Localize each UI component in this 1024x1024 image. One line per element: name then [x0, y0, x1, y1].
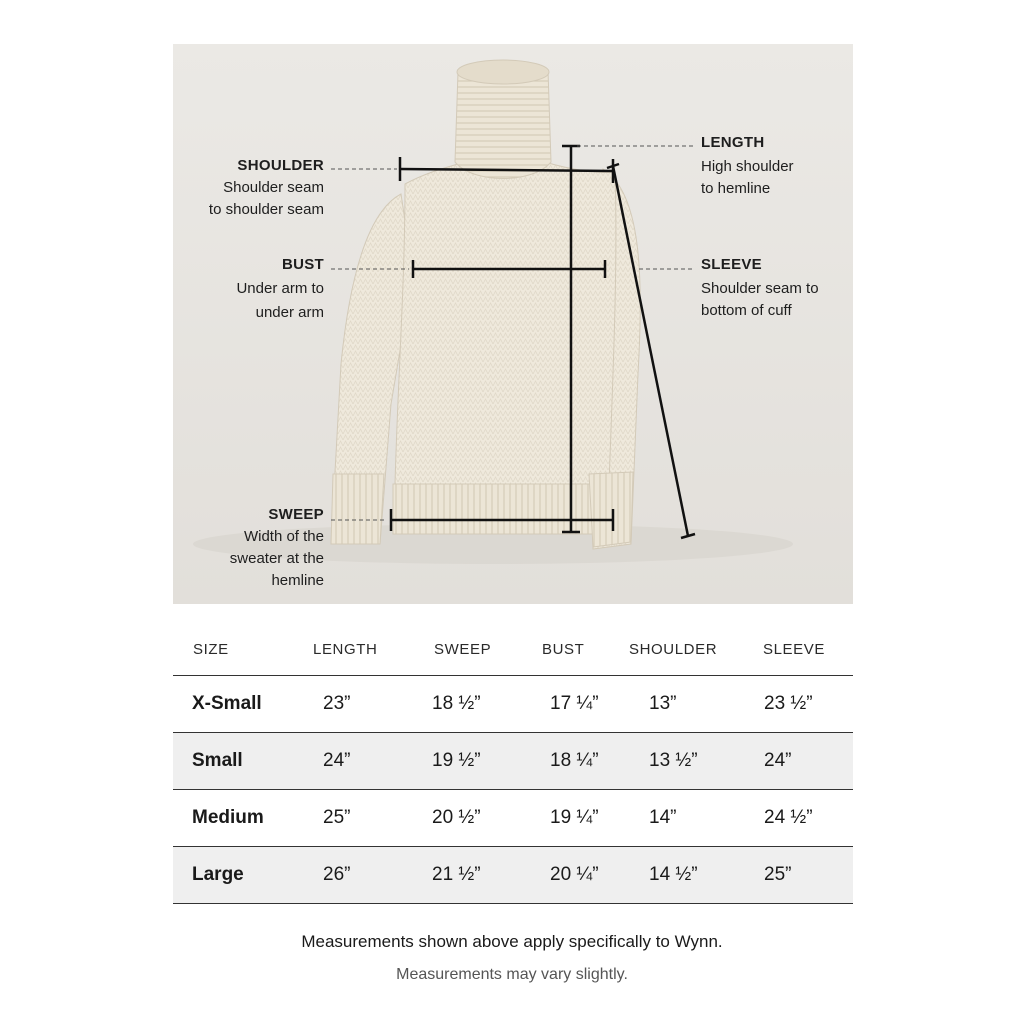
cell-shoulder: 14 ½” [649, 864, 698, 885]
table-row [173, 847, 853, 904]
label-shoulder-line2: to shoulder seam [208, 201, 324, 218]
header-size: SIZE [193, 641, 229, 658]
label-sweep [230, 504, 324, 592]
label-length-line1: High shoulder [701, 158, 794, 175]
label-sleeve-title: SLEEVE [701, 256, 762, 273]
size-chart-table [173, 620, 853, 904]
table-row [173, 676, 853, 733]
table-row [173, 790, 853, 847]
label-sleeve-line1: Shoulder seam to [701, 280, 819, 297]
cell-sweep: 18 ½” [432, 693, 481, 714]
cell-length: 26” [323, 864, 351, 885]
cell-sleeve: 23 ½” [764, 693, 813, 714]
cell-bust: 19 ¼” [550, 807, 599, 828]
garment-photo [173, 44, 853, 604]
label-bust-line1: Under arm to [236, 280, 324, 297]
label-sweep-line3: hemline [271, 572, 324, 589]
cell-length: 24” [323, 750, 351, 771]
header-sweep: SWEEP [434, 641, 492, 658]
label-bust-title: BUST [281, 256, 324, 273]
label-sleeve-line2: bottom of cuff [701, 302, 792, 319]
cell-sleeve: 25” [764, 864, 792, 885]
header-sleeve: SLEEVE [763, 641, 825, 658]
cell-bust: 20 ¼” [550, 864, 599, 885]
label-sleeve [701, 254, 819, 322]
cell-shoulder: 13 ½” [649, 750, 698, 771]
table-header [173, 620, 853, 676]
label-length-title: LENGTH [701, 134, 765, 151]
cell-sweep: 21 ½” [432, 864, 481, 885]
header-length: LENGTH [313, 641, 378, 658]
label-shoulder [209, 155, 324, 221]
label-length [701, 132, 794, 200]
label-sweep-title: SWEEP [268, 506, 324, 523]
cell-length: 23” [323, 693, 351, 714]
cell-sweep: 20 ½” [432, 807, 481, 828]
cell-length: 25” [323, 807, 351, 828]
cell-size: Medium [192, 807, 264, 828]
header-bust: BUST [542, 641, 585, 658]
label-bust [236, 254, 324, 324]
header-shoulder: SHOULDER [629, 641, 718, 658]
cell-bust: 18 ¼” [550, 750, 599, 771]
cell-size: Small [192, 750, 243, 771]
label-shoulder-title: SHOULDER [237, 157, 324, 174]
cell-bust: 17 ¼” [550, 693, 599, 714]
cell-size: Large [192, 864, 244, 885]
cell-sweep: 19 ½” [432, 750, 481, 771]
footer-note: Measurements shown above apply specifically to Wynn. [301, 932, 723, 951]
cell-sleeve: 24 ½” [764, 807, 813, 828]
table-row [173, 733, 853, 790]
label-length-line2: to hemline [701, 180, 771, 197]
label-sweep-line2: sweater at the [229, 550, 324, 567]
label-shoulder-line1: Shoulder seam [223, 179, 324, 196]
footer-disclaimer: Measurements may vary slightly. [396, 966, 628, 983]
label-sweep-line1: Width of the [243, 528, 324, 545]
cell-size: X-Small [192, 693, 262, 714]
cell-shoulder: 14” [649, 807, 677, 828]
cell-sleeve: 24” [764, 750, 792, 771]
label-bust-line2: under arm [255, 304, 324, 321]
cell-shoulder: 13” [649, 693, 677, 714]
